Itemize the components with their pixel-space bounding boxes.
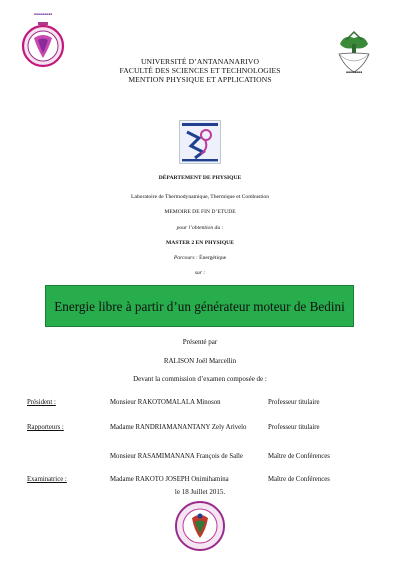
memoire-label: MEMOIRE DE FIN D’ETUDE: [164, 209, 236, 215]
defense-date: le 18 Juillet 2015.: [174, 488, 226, 496]
laboratory-seal-logo: [174, 500, 226, 552]
degree-name: MASTER 2 EN PHYSIQUE: [166, 240, 234, 246]
jury-title-1: Professeur titulaire: [268, 399, 320, 406]
sur-label: sur :: [194, 270, 206, 276]
header-line-1: UNIVERSITÉ D’ANTANANARIVO: [140, 57, 260, 66]
jury-title-3: Maître de Conférences: [268, 453, 330, 460]
jury-role-1: Président :: [27, 399, 56, 406]
header-line-2: FACULTÉ DES SCIENCES ET TECHNOLOGIES: [119, 66, 281, 75]
laboratory-name: Laboratoire de Thermodynamique, Thermique et Combustion: [130, 194, 270, 200]
jury-name-4: Madame RAKOTO JOSEPH Onimihamina: [110, 476, 229, 483]
parcours-value: Énergétique: [199, 255, 227, 261]
header-line-3: MENTION PHYSIQUE ET APPLICATIONS: [128, 75, 272, 84]
parcours-label: Parcours :: [173, 255, 198, 261]
thesis-title: Energie libre à partir d’un générateur moteur de Bedini: [54, 298, 345, 314]
university-header: [0, 57, 400, 84]
jury-name-2: Madame RANDRIAMANANTANY Zely Arivelo: [110, 424, 247, 431]
jury-name-1: Monsieur RAKOTOMALALA Minoson: [110, 399, 221, 406]
jury-title-2: Professeur titulaire: [268, 424, 320, 431]
author-name: RALISON Joël Marcellin: [163, 357, 237, 365]
parcours-line: [0, 255, 400, 261]
svg-text:▪▪▪▪▪▪▪▪: ▪▪▪▪▪▪▪▪: [345, 70, 363, 74]
jury-role-2: Rapporteurs :: [27, 424, 64, 431]
thesis-title-box: [45, 285, 354, 327]
department-logo: [179, 120, 221, 164]
jury-title-4: Maître de Conférences: [268, 476, 330, 483]
presented-label: Présenté par: [182, 338, 218, 346]
jury-role-4: Examinatrice :: [27, 476, 67, 483]
jury-name-3: Monsieur RASAMIMANANA François de Salle: [110, 453, 243, 460]
commission-label: Devant la commission d’examen composée de :: [133, 375, 267, 383]
department-name: DÉPARTEMENT DE PHYSIQUE: [158, 175, 242, 181]
svg-text:▪▪▪▪▪▪▪▪▪: ▪▪▪▪▪▪▪▪▪: [33, 12, 53, 16]
obtention-label: pour l’obtention du :: [176, 225, 224, 231]
